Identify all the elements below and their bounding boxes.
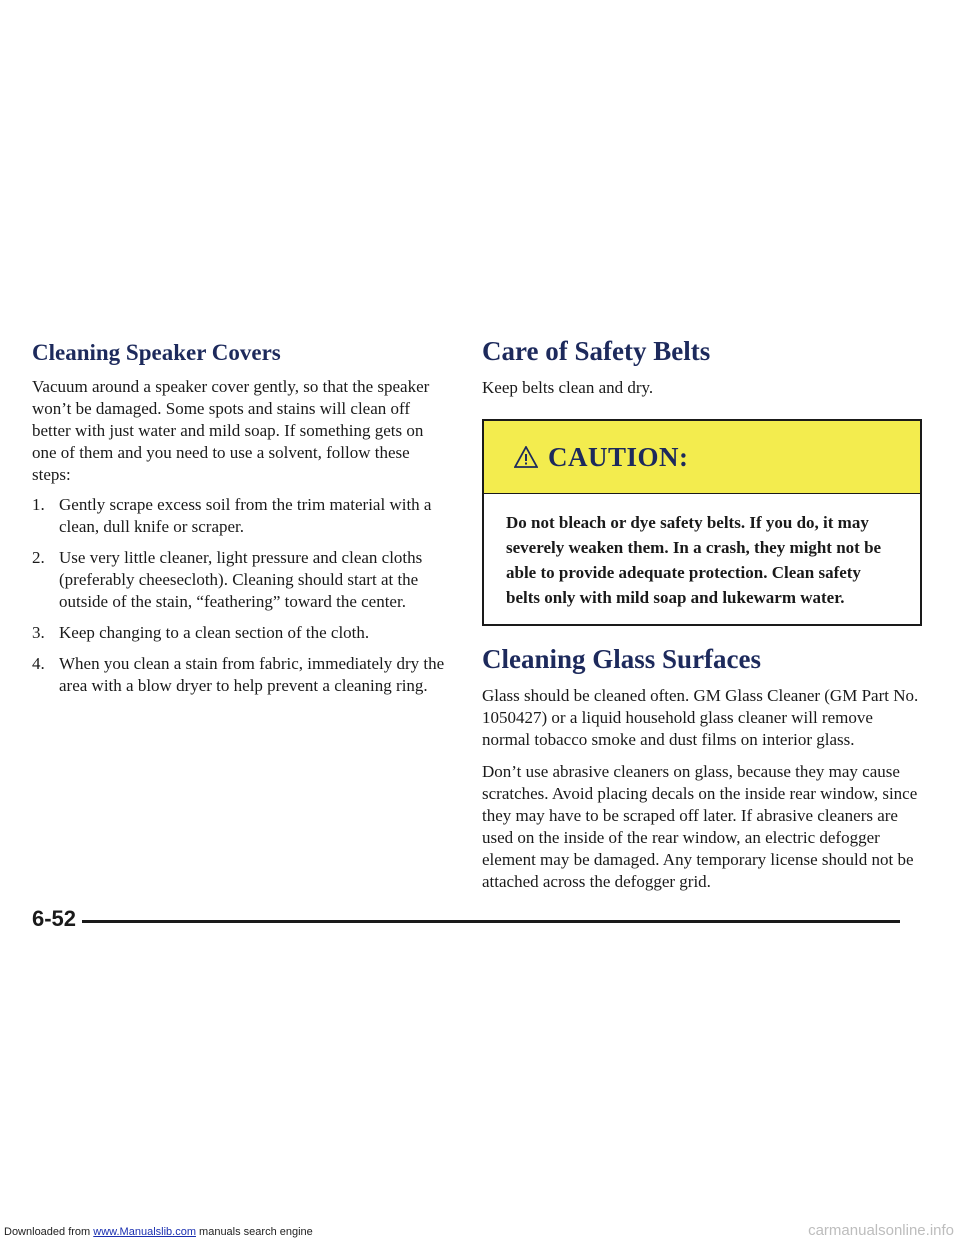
- download-footer: [4, 1226, 313, 1238]
- watermark: carmanualsonline.info: [808, 1222, 954, 1239]
- footer-prefix: Downloaded from: [4, 1226, 94, 1238]
- footer-suffix: manuals search engine: [195, 1226, 313, 1238]
- list-item: [32, 653, 452, 697]
- step-text: Keep changing to a clean section of the cloth.: [59, 623, 370, 642]
- caution-title: CAUTION:: [548, 441, 689, 472]
- warning-triangle-icon: [514, 446, 538, 468]
- manualslib-link[interactable]: www.Manualslib.com: [93, 1226, 196, 1238]
- caution-box: [482, 419, 922, 626]
- speaker-covers-intro: Vacuum around a speaker cover gently, so that the speaker won’t be damaged. Some spots and stains will clean off better with just water and mild soap. If something gets on one of them and you need to use a solvent, follow these steps:: [32, 377, 430, 484]
- step-text: When you clean a stain from fabric, immediately dry the area with a blow dryer to help prevent a cleaning ring.: [59, 654, 445, 695]
- step-text: Gently scrape excess soil from the trim material with a clean, dull knife or scraper.: [59, 495, 432, 536]
- step-text: Use very little cleaner, light pressure and clean cloths (preferably cheesecloth). Cleaning should start at the outside of the stain, “feathering” toward the center.: [59, 548, 423, 611]
- steps-list: [32, 494, 452, 697]
- safety-belts-heading: Care of Safety Belts: [482, 336, 711, 366]
- list-item: [32, 494, 452, 538]
- left-column: [32, 340, 452, 706]
- speaker-covers-heading: Cleaning Speaker Covers: [32, 340, 281, 365]
- step-number: 1.: [32, 495, 45, 514]
- glass-surfaces-heading: Cleaning Glass Surfaces: [482, 644, 762, 674]
- glass-paragraph-1: Glass should be cleaned often. GM Glass Cleaner (GM Part No. 1050427) or a liquid household glass cleaner will remove normal tobacco smoke and dust films on interior glass.: [482, 686, 919, 749]
- glass-paragraph-2: Don’t use abrasive cleaners on glass, because they may cause scratches. Avoid placing decals on the inside rear window, since they may have to be scraped off later. If abrasive cleaners are used on the inside of the rear window, an electric defogger element may be damaged. Any temporary license should not be attached across the defogger grid.: [482, 762, 918, 891]
- caution-header: [484, 421, 920, 494]
- caution-text: Do not bleach or dye safety belts. If you do, it may severely weaken them. In a crash, they might not be able to provide adequate protection. Clean safety belts only with mild soap and lukewarm water.: [506, 513, 882, 607]
- step-number: 3.: [32, 623, 45, 642]
- step-number: 4.: [32, 654, 45, 673]
- footer-rule: [82, 920, 900, 923]
- step-number: 2.: [32, 548, 45, 567]
- right-column: [482, 336, 922, 893]
- list-item: [32, 622, 452, 644]
- page-number: 6-52: [32, 906, 77, 931]
- list-item: [32, 547, 452, 613]
- safety-belts-intro: Keep belts clean and dry.: [482, 378, 654, 397]
